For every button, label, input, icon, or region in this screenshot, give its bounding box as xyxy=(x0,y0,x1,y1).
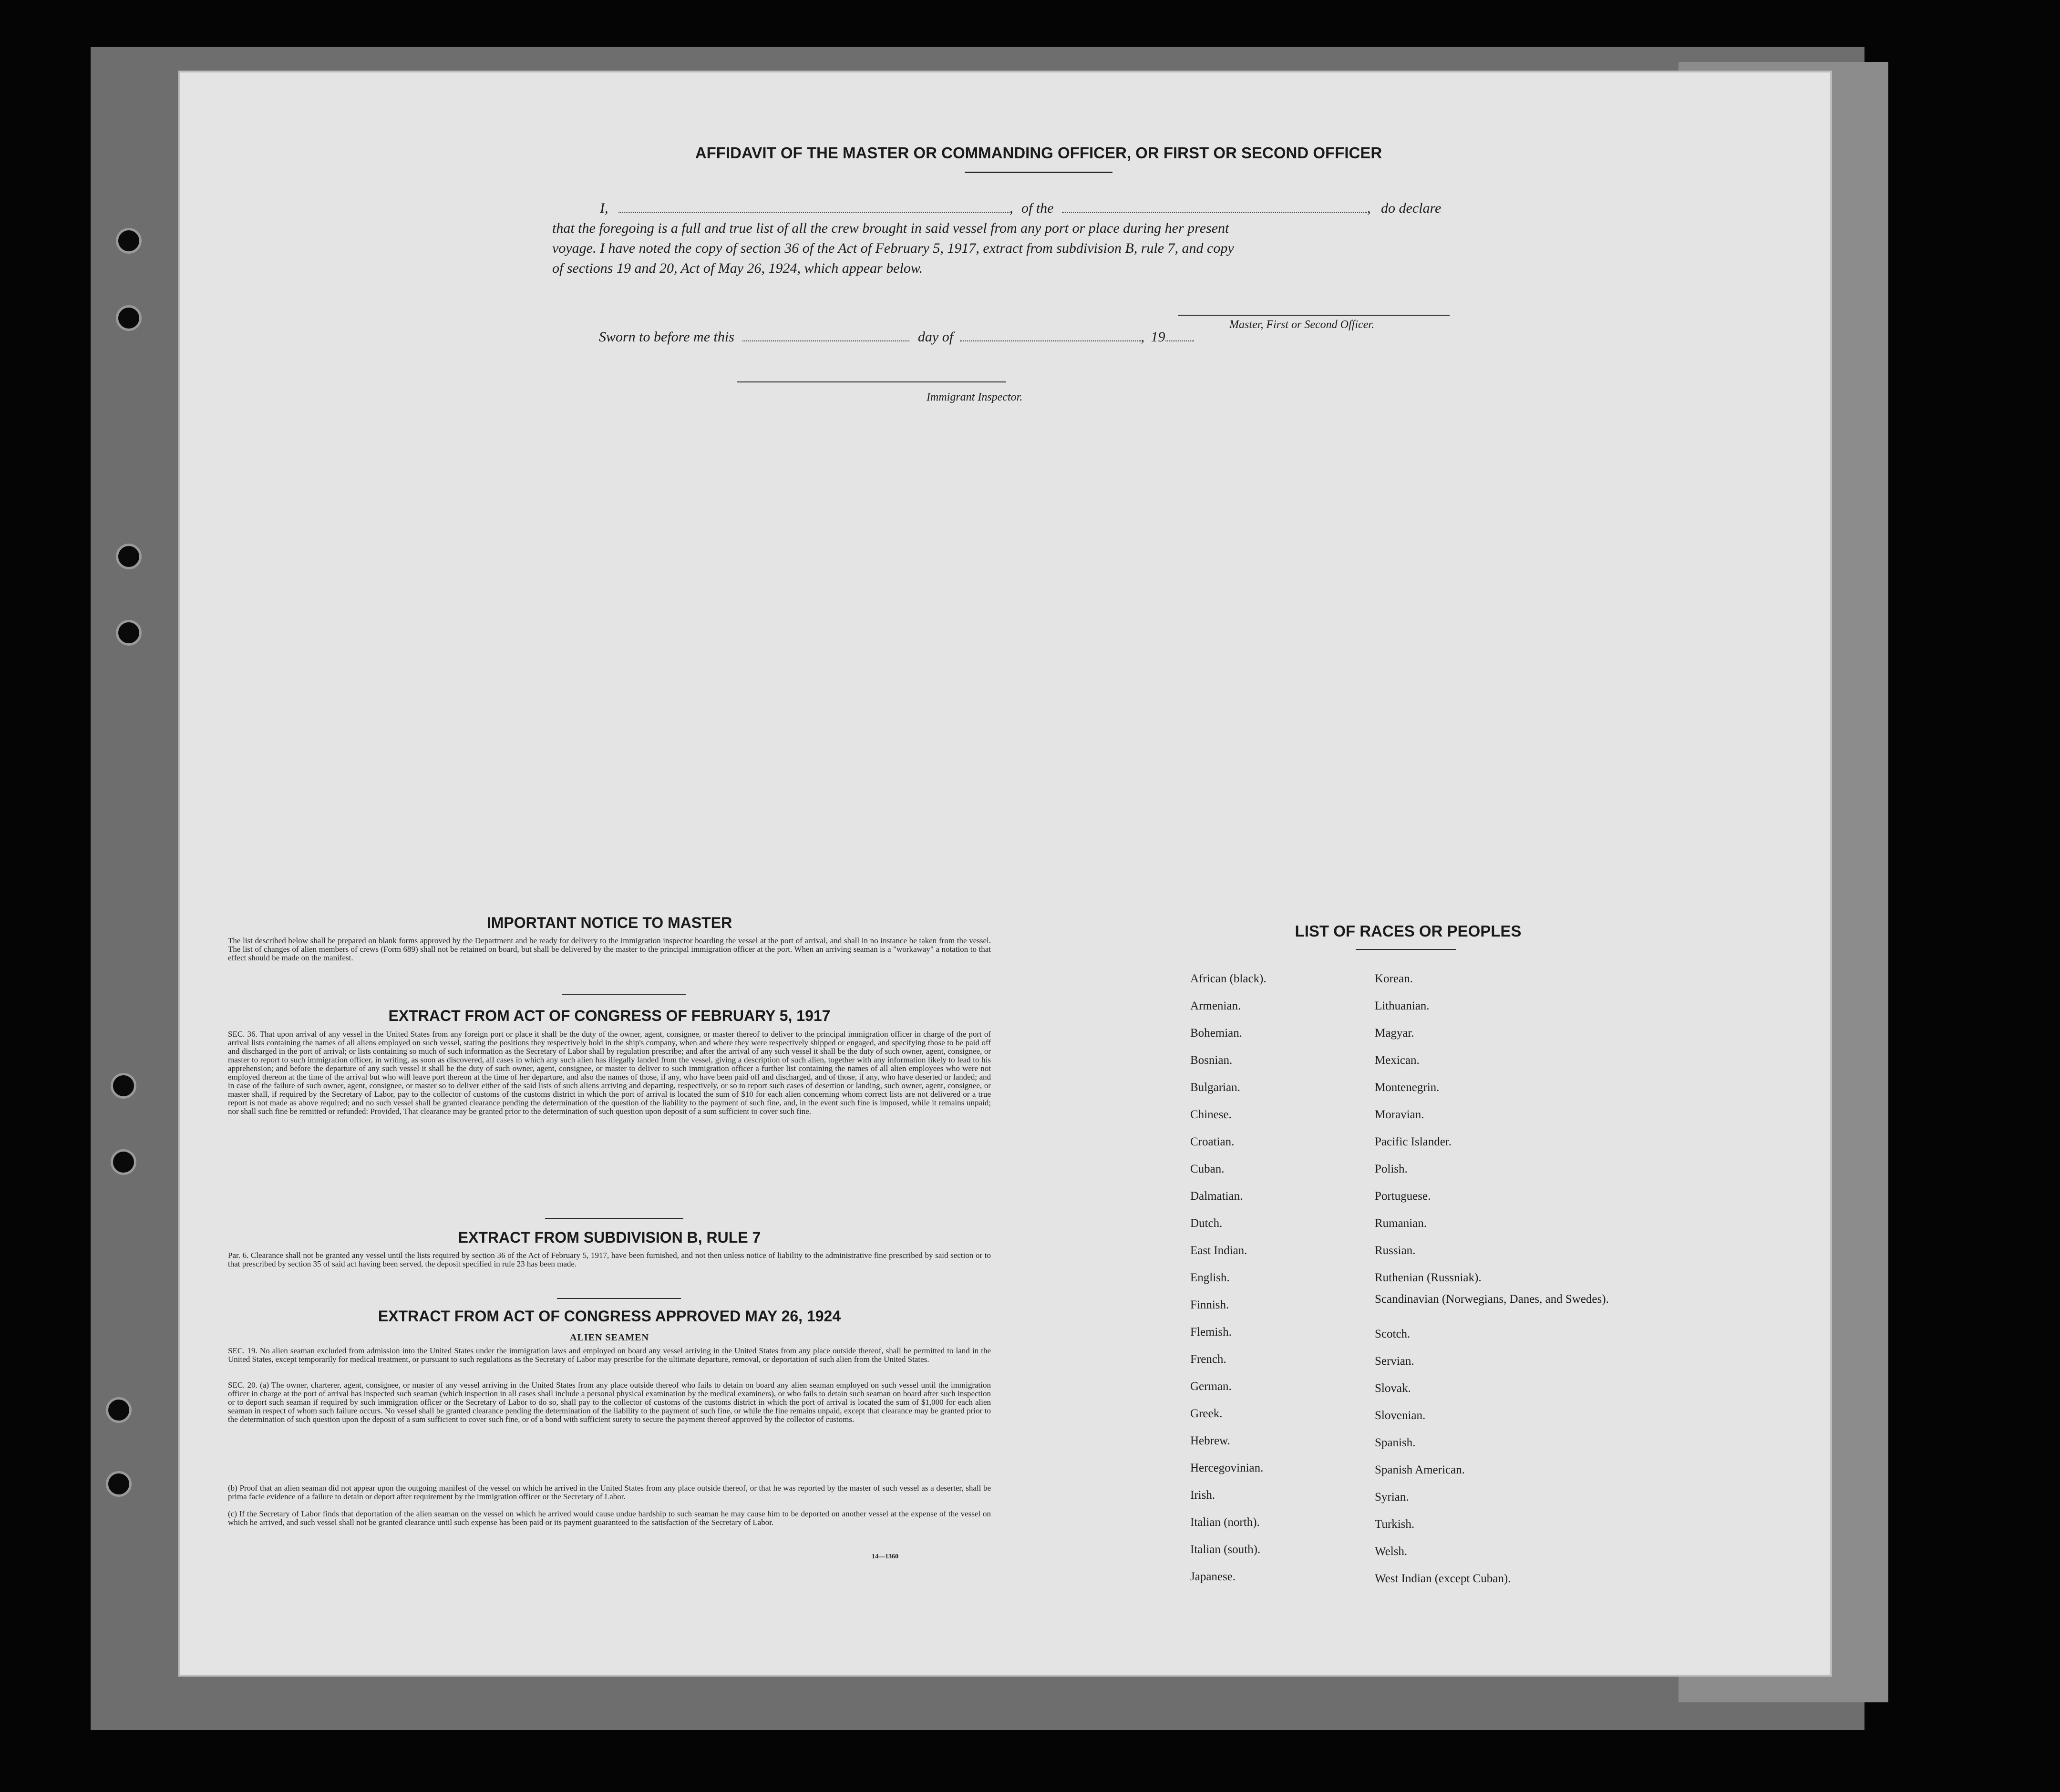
race-item: Cuban. xyxy=(1190,1163,1225,1175)
extract-1917-rule xyxy=(545,1218,683,1219)
notice-rule xyxy=(562,994,686,995)
race-item: Bosnian. xyxy=(1190,1054,1233,1067)
master-signature-line xyxy=(1178,315,1450,316)
affidavit-declare: do declare xyxy=(1381,200,1442,216)
sec-19-text: SEC. 19. No alien seaman excluded from admission into the United States under the immigration laws and employed on board any vessel arriving in the United States from any place outside thereof, shall be permitted to land in the United States, except temporarily for medical treatment, or pursuant to such regulations as the Secretary of Labor may prescribe for the ultimate departure, removal, or deportation of such alien from the United States. xyxy=(228,1346,991,1364)
binder-hole xyxy=(116,228,142,254)
race-item: Chinese. xyxy=(1190,1108,1232,1121)
race-item: Syrian. xyxy=(1375,1491,1409,1504)
race-item: German. xyxy=(1190,1380,1232,1393)
race-item: Mexican. xyxy=(1375,1054,1420,1067)
affidavit-line-4: of sections 19 and 20, Act of May 26, 1924, which appear below. xyxy=(552,260,923,276)
race-item: Flemish. xyxy=(1190,1326,1232,1339)
races-title: LIST OF RACES OR PEOPLES xyxy=(1295,922,1522,940)
race-item: Spanish American. xyxy=(1375,1463,1465,1476)
day-of-text: day of xyxy=(917,329,954,345)
race-item: Pacific Islander. xyxy=(1375,1135,1452,1148)
binder-hole xyxy=(111,1149,136,1175)
race-item: Rumanian. xyxy=(1375,1217,1427,1230)
race-item: Finnish. xyxy=(1190,1298,1229,1311)
race-item: Ruthenian (Russniak). xyxy=(1375,1271,1482,1284)
race-item: Bulgarian. xyxy=(1190,1081,1240,1094)
race-item: Scotch. xyxy=(1375,1328,1411,1340)
race-item: Moravian. xyxy=(1375,1108,1424,1121)
race-item: French. xyxy=(1190,1353,1226,1366)
race-item: Korean. xyxy=(1375,972,1413,985)
inspector-signature-label: Immigrant Inspector. xyxy=(927,391,1023,403)
extract-1917-text: SEC. 36. That upon arrival of any vessel in the United States from any foreign port or place it shall be the duty of the owner, agent, consignee, or master thereof to deliver to the principal immigration officer in charge of the port of arrival lists containing the names of all aliens employed on such vessel, stating the positions they respectively hold in the ship's company, when and where they were respectively shipped or engaged, and specifying those to be paid off and discharged in the port of arrival; or lists containing so much of such information as the Secretary of Labor shall by regulation prescribe; and after the arrival of any such vessel it shall be the duty of such owner, agent, consignee, or master to report to such immigration officer, in writing, as soon as discovered, all cases in which any such alien has illegally landed from the vessel, giving a description of such alien, together with any information likely to lead to his apprehension; and before the departure of any such vessel it shall be the duty of such owner, agent, consignee, or master to deliver to such immigration officer a further list containing the names of all alien employees who were not employed thereon at the time of the arrival but who will leave port thereon at the time of her departure, and also the names of those, if any, who have been paid off and discharged, and of those, if any, who have deserted or landed; and in case of the failure of such owner, agent, consignee, or master so to deliver either of the said lists of such aliens arriving and departing, respectively, or so to report such cases of desertion or landing, such owner, agent, consignee, or master shall, if required by the Secretary of Labor, pay to the collector of customs of the customs district in which the port of arrival is located the sum of $10 for each alien concerning whom correct lists are not delivered or a true report is not made as above required; and no such vessel shall be granted clearance pending the determination of the question of the liability to the payment of such fine, and, in the event such fine is imposed, while it remains unpaid; nor shall such fine be remitted or refunded: Provided, That clearance may be granted prior to the determination of such question upon deposit of a sum sufficient to cover such fine. xyxy=(228,1030,991,1116)
race-item: English. xyxy=(1190,1271,1230,1284)
vessel-field xyxy=(1062,200,1367,213)
extract-rule7-text: Par. 6. Clearance shall not be granted any vessel until the lists required by section 36 of the Act of February 5, 1917, have been furnished, and not then unless notice of liability to the administrative fine prescribed by said section or to that prescribed by section 35 of said act having been served, the deposit specified in rule 23 has been made. xyxy=(228,1251,991,1268)
binder-hole xyxy=(111,1073,136,1099)
race-item: West Indian (except Cuban). xyxy=(1375,1572,1511,1585)
inspector-signature-line xyxy=(737,381,1006,382)
extract-rule7-title: EXTRACT FROM SUBDIVISION B, RULE 7 xyxy=(458,1229,761,1246)
race-item: Dalmatian. xyxy=(1190,1190,1243,1203)
name-field xyxy=(618,200,1009,213)
race-item: Spanish. xyxy=(1375,1436,1416,1449)
race-item: Scandinavian (Norwegians, Danes, and Swedes). xyxy=(1375,1293,1609,1306)
race-item: Irish. xyxy=(1190,1489,1215,1502)
race-item: Turkish. xyxy=(1375,1518,1415,1531)
extract-1924-title: EXTRACT FROM ACT OF CONGRESS APPROVED MAY 26, 1924 xyxy=(378,1308,841,1325)
race-item: Greek. xyxy=(1190,1407,1223,1420)
binder-hole xyxy=(116,620,142,646)
race-item: Magyar. xyxy=(1375,1027,1414,1040)
race-item: African (black). xyxy=(1190,972,1267,985)
race-item: Bohemian. xyxy=(1190,1027,1243,1040)
race-item: East Indian. xyxy=(1190,1244,1247,1257)
year-field xyxy=(1165,329,1194,341)
race-item: Japanese. xyxy=(1190,1570,1236,1583)
sworn-line: Sworn to before me this day of , 19 xyxy=(599,329,1362,345)
sec-20c-text: (c) If the Secretary of Labor finds that deportation of the alien seaman on the vessel on which he arrived would cause undue hardship to such seaman he may cause him to be deported on another vessel at the expense of the vessel on which he arrived, and such vessel shall not be granted clearance until such expense has been paid or its payment guaranteed to the satisfaction of the Secretary of Labor. xyxy=(228,1509,991,1527)
binder-hole xyxy=(116,544,142,569)
affidavit-i: I, xyxy=(600,200,608,216)
affidavit-title: AFFIDAVIT OF THE MASTER OR COMMANDING OFFICER, OR FIRST OR SECOND OFFICER xyxy=(695,144,1382,162)
race-item: Lithuanian. xyxy=(1375,999,1430,1012)
race-item: Hebrew. xyxy=(1190,1434,1230,1447)
race-item: Russian. xyxy=(1375,1244,1416,1257)
sworn-day-field xyxy=(742,329,909,341)
races-column-2 xyxy=(1375,965,1642,1592)
binder-hole xyxy=(106,1471,132,1497)
race-item: Slovak. xyxy=(1375,1382,1411,1395)
form-number: 14—1360 xyxy=(872,1553,898,1560)
alien-seamen-subtitle: ALIEN SEAMEN xyxy=(570,1332,649,1343)
race-item: Polish. xyxy=(1375,1163,1408,1175)
document-page xyxy=(180,72,1830,1675)
races-column-1 xyxy=(1190,965,1390,1590)
race-item: Portuguese. xyxy=(1375,1190,1431,1203)
notice-title: IMPORTANT NOTICE TO MASTER xyxy=(486,914,732,931)
race-item: Croatian. xyxy=(1190,1135,1235,1148)
sec-20b-text: (b) Proof that an alien seaman did not appear upon the outgoing manifest of the vessel on which he arrived in the United States from any place outside thereof, or that he was reported by the master of such vessel as a deserter, shall be prima facie evidence of a failure to detain or deport after requirement by the immigration officer or the Secretary of Labor. xyxy=(228,1483,991,1501)
race-item: Dutch. xyxy=(1190,1217,1223,1230)
race-item: Slovenian. xyxy=(1375,1409,1426,1422)
extract-1917-title: EXTRACT FROM ACT OF CONGRESS OF FEBRUARY 5, 1917 xyxy=(388,1007,831,1024)
affidavit-line-3: voyage. I have noted the copy of section 36 of the Act of February 5, 1917, extract from subdivision B, rule 7, and copy xyxy=(552,240,1234,256)
affidavit-line-2: that the foregoing is a full and true list of all the crew brought in said vessel from any port or place during her present xyxy=(552,220,1229,236)
race-item: Montenegrin. xyxy=(1375,1081,1440,1094)
race-item: Italian (south). xyxy=(1190,1543,1261,1556)
races-title-rule xyxy=(1356,949,1456,950)
year-prefix: 19 xyxy=(1151,329,1165,345)
sec-20a-text: SEC. 20. (a) The owner, charterer, agent, consignee, or master of any vessel arriving in the United States from any place outside thereof who fails to detain on board any alien seaman employed on such vessel until the immigration officer in charge at the port of arrival has inspected such seaman (which inspection in all cases shall include a personal physical examination by the medical examiners), or who fails to detain such seaman on board after such inspection or to deport such seaman if required by such immigration officer or the Secretary of Labor to do so, shall pay to the collector of customs of the customs district in which the port of arrival is located the sum of $1,000 for each alien seaman in respect of whom such failure occurs. No vessel shall be granted clearance pending the determination of the liability to the payment of such fine, or while the fine remains unpaid, except that clearance may be granted prior to the determination of such question upon the deposit of a sum sufficient to cover such fine, or of a bond with sufficient surety to secure the payment thereof approved by the collector of customs. xyxy=(228,1380,991,1424)
affidavit-of-the: of the xyxy=(1021,200,1054,216)
race-item: Italian (north). xyxy=(1190,1516,1260,1529)
sworn-month-field xyxy=(960,329,1141,341)
master-signature-label: Master, First or Second Officer. xyxy=(1229,319,1374,331)
race-item: Welsh. xyxy=(1375,1545,1408,1558)
affidavit-title-rule xyxy=(965,172,1112,173)
sworn-text: Sworn to before me this xyxy=(599,329,734,345)
binder-hole xyxy=(116,305,142,331)
binder-hole xyxy=(106,1397,132,1423)
race-item: Armenian. xyxy=(1190,999,1241,1012)
race-item: Hercegovinian. xyxy=(1190,1462,1264,1474)
race-item: Servian. xyxy=(1375,1355,1414,1368)
extract-rule7-rule xyxy=(557,1298,681,1299)
affidavit-line-1: I, , of the , do declare xyxy=(600,200,1442,216)
notice-text: The list described below shall be prepared on blank forms approved by the Department and be ready for delivery to the immigration inspector boarding the vessel at the port of arrival, and shall in no instance be taken from the vessel. The list of changes of alien members of crews (Form 689) shall not be retained on board, but shall be delivered by the master to the principal immigration officer at the port. When an arriving seaman is a "workaway" a notation to that effect should be made on the manifest. xyxy=(228,936,991,962)
